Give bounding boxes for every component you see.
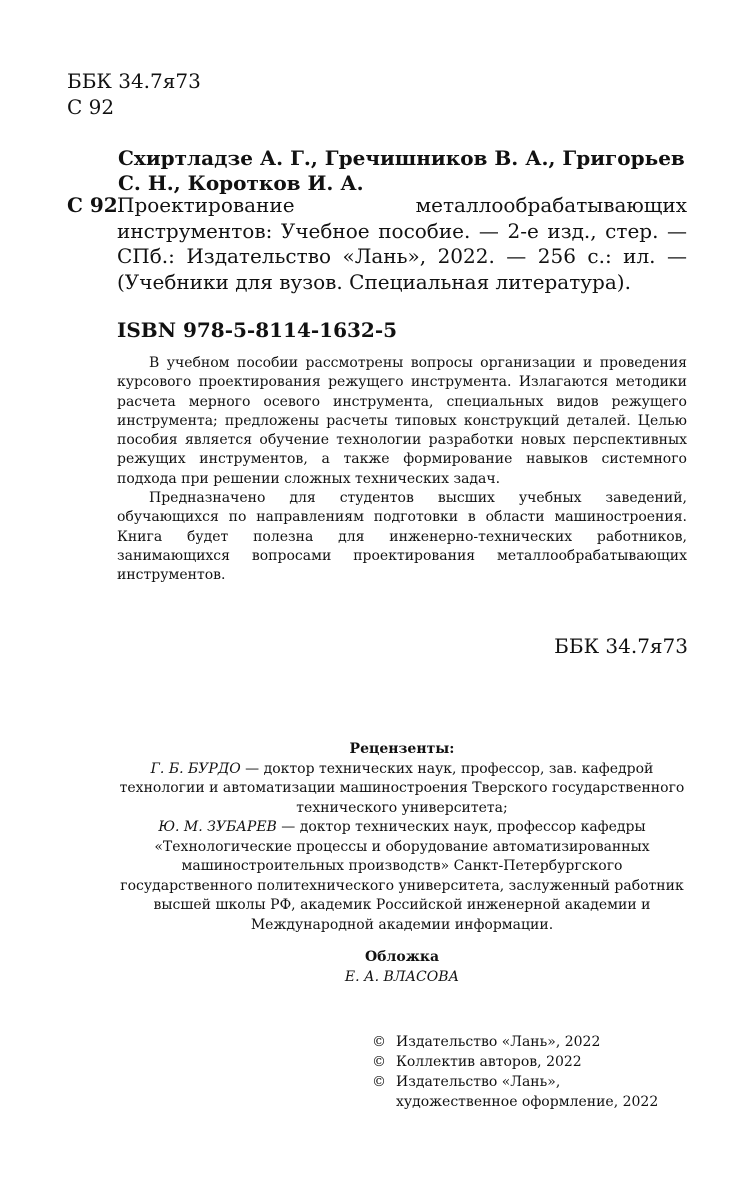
copyright-block (372, 1032, 692, 1112)
copyright-icon: © (372, 1054, 386, 1070)
reviewer-1-title: — доктор технических наук, профессор, зав. кафедрой (240, 760, 654, 777)
copyright-line-2 (372, 1052, 692, 1072)
copyright-line-3 (372, 1072, 692, 1092)
udk-block (67, 68, 201, 120)
reviewer-1-line-2: технологии и автоматизации машиностроения Тверского государственного (119, 780, 685, 796)
abstract-paragraph-1: В учебном пособии рассмотрены вопросы организации и проведения курсового проектирования режущего инструмента. Излагаются методики расчета мерного осевого инструмента, специальных видов режущего инструмента; предложены расчеты типовых конструкций деталей. Целью пособия является обучение технологии разработки новых перспективных режущих инструментов, а также формирование навыков системного подхода при решении сложных технических задач. (117, 355, 687, 487)
bibliographic-description: Проектирование металлообрабатывающих инструментов: Учебное пособие. — 2-е изд., стер. — СПб.: Издательство «Лань», 2022. — 256 с.: ил. — (Учебники для вузов. Специальная литература). (117, 193, 687, 294)
isbn: ISBN 978-5-8114-1632-5 (117, 318, 398, 342)
bbk-index-top: ББК 34.7я73 (67, 69, 201, 93)
copyright-icon: © (372, 1074, 386, 1090)
reviewer-1-name: Г. Б. БУРДО (150, 760, 241, 777)
reviewers-block (117, 740, 687, 935)
copyright-text-1: Издательство «Лань», 2022 (396, 1034, 601, 1050)
reviewer-2-line-1 (117, 818, 687, 838)
copyright-line-3-continued: художественное оформление, 2022 (396, 1094, 659, 1110)
cover-heading: Обложка (364, 949, 440, 965)
reviewer-2-title: — доктор технических наук, профессор кафедры (276, 819, 646, 835)
cover-artist: Е. А. ВЛАСОВА (344, 968, 460, 985)
cover-credit (117, 948, 687, 987)
reviewer-1-line-3: технического университета; (296, 799, 508, 816)
authors: Схиртладзе А. Г., Гречишников В. А., Григорьев С. Н., Коротков И. А. (118, 146, 685, 195)
bbk-index-bottom: ББК 34.7я73 (554, 634, 688, 658)
reviewer-2-line-5: высшей школы РФ, академик Российской инженерной академии и (153, 897, 651, 913)
reviewers-heading: Рецензенты: (349, 741, 455, 757)
abstract-paragraph-2: Предназначено для студентов высших учебных заведений, обучающихся по направлениям подготовки в области машиностроения. Книга будет полезна для инженерно-технических работников, занимающихся вопросами проектирования металлообрабатывающих инструментов. (117, 490, 687, 584)
copyright-text-2: Коллектив авторов, 2022 (396, 1054, 582, 1070)
copyright-line-1 (372, 1032, 692, 1052)
abstract (117, 354, 687, 586)
reviewer-2-line-4: государственного политехнического университета, заслуженный работник (120, 877, 684, 894)
cutter-code-top: С 92 (67, 95, 115, 119)
reviewer-2-line-2: «Технологические процессы и оборудование автоматизированных (154, 838, 650, 855)
copyright-icon: © (372, 1034, 386, 1050)
reviewer-1-line-1 (117, 760, 687, 780)
reviewer-2-line-3: машиностроительных производств» Санкт-Петербургского (181, 858, 623, 874)
reviewer-2-name: Ю. М. ЗУБАРЕВ (158, 819, 277, 835)
catalog-code: С 92 (67, 193, 118, 217)
copyright-text-3: Издательство «Лань», (396, 1074, 561, 1090)
reviewer-2-line-6: Международной академии информации. (250, 916, 554, 933)
